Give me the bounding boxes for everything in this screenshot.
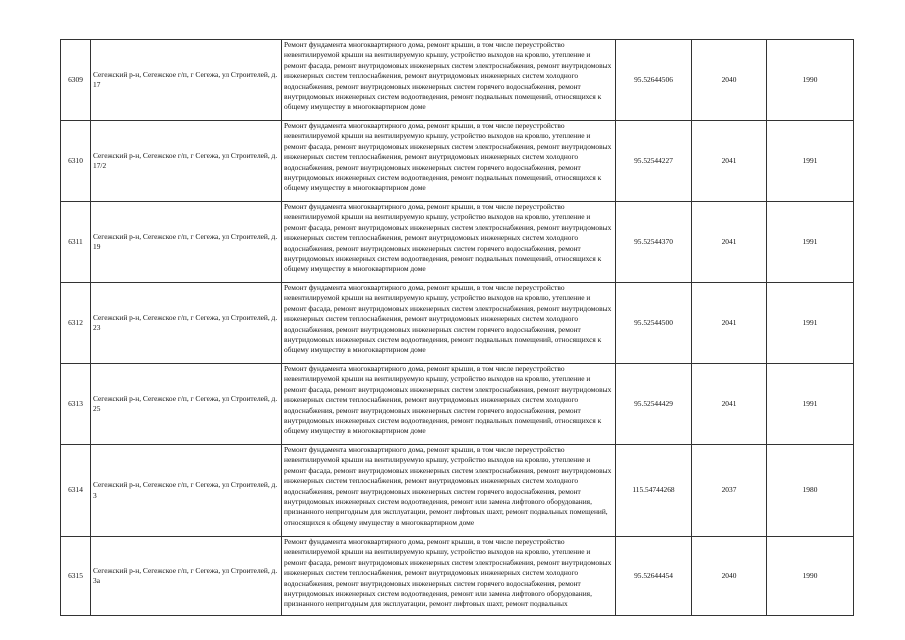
row-number: 6313 (61, 364, 91, 445)
row-address: Сегежский р-н, Сегежское г/п, г Сегежа, ул Строителей, д. 3 (91, 445, 282, 537)
row-built-year: 1991 (767, 364, 854, 445)
document-page (60, 39, 853, 616)
row-number: 6314 (61, 445, 91, 537)
row-works-text: Ремонт фундамента многоквартирного дома, ремонт крыши, в том числе переустройство невентилируемой крыши на вентилируемую крышу, устройство выходов на кровлю, утепление и ремонт фасада, ремонт внутридомовых инженерных систем электроснабжения, ремонт внутридомовых инженерных систем теплоснабжения, ремонт внутридомовых инженерных систем холодного водоснабжения, ремонт внутридомовых инженерных систем горячего водоснабжения, ремонт внутридомовых инженерных систем водоотведения, ремонт или замена лифтового оборудования, признанного непригодным для эксплуатации, ремонт лифтовых шахт, ремонт подвальных (284, 537, 612, 609)
row-planned-year: 2040 (692, 40, 767, 121)
row-area: 95.52544500 (616, 283, 692, 364)
row-planned-year: 2040 (692, 537, 767, 616)
row-address: Сегежский р-н, Сегежское г/п, г Сегежа, ул Строителей, д. 17 (91, 40, 282, 121)
row-address: Сегежский р-н, Сегежское г/п, г Сегежа, ул Строителей, д. 3а (91, 537, 282, 616)
row-works-text: Ремонт фундамента многоквартирного дома, ремонт крыши, в том числе переустройство невентилируемой крыши на вентилируемую крышу, устройство выходов на кровлю, утепление и ремонт фасада, ремонт внутридомовых инженерных систем электроснабжения, ремонт внутридомовых инженерных систем теплоснабжения, ремонт внутридомовых инженерных систем холодного водоснабжения, ремонт внутридомовых инженерных систем горячего водоснабжения, ремонт внутридомовых инженерных систем водоотведения, ремонт подвальных помещений, относящихся к общему имуществу в многоквартирном доме (284, 283, 612, 355)
row-number: 6309 (61, 40, 91, 121)
row-area: 95.52544370 (616, 202, 692, 283)
table-row (61, 40, 854, 121)
row-works-text: Ремонт фундамента многоквартирного дома, ремонт крыши, в том числе переустройство невентилируемой крыши на вентилируемую крышу, устройство выходов на кровлю, утепление и ремонт фасада, ремонт внутридомовых инженерных систем электроснабжения, ремонт внутридомовых инженерных систем теплоснабжения, ремонт внутридомовых инженерных систем холодного водоснабжения, ремонт внутридомовых инженерных систем горячего водоснабжения, ремонт внутридомовых инженерных систем водоотведения, ремонт или замена лифтового оборудования, признанного непригодным для эксплуатации, ремонт лифтовых шахт, ремонт подвальных помещений, относящихся к общему имуществу в многоквартирном доме (284, 445, 612, 527)
row-area: 95.52544227 (616, 121, 692, 202)
row-works (282, 283, 616, 364)
row-works-text: Ремонт фундамента многоквартирного дома, ремонт крыши, в том числе переустройство невентилируемой крыши на вентилируемую крышу, устройство выходов на кровлю, утепление и ремонт фасада, ремонт внутридомовых инженерных систем электроснабжения, ремонт внутридомовых инженерных систем теплоснабжения, ремонт внутридомовых инженерных систем холодного водоснабжения, ремонт внутридомовых инженерных систем горячего водоснабжения, ремонт внутридомовых инженерных систем водоотведения, ремонт подвальных помещений, относящихся к общему имуществу в многоквартирном доме (284, 364, 612, 436)
row-address: Сегежский р-н, Сегежское г/п, г Сегежа, ул Строителей, д. 25 (91, 364, 282, 445)
row-planned-year: 2041 (692, 121, 767, 202)
row-area: 115.54744268 (616, 445, 692, 537)
row-number: 6310 (61, 121, 91, 202)
table-row (61, 537, 854, 616)
row-works (282, 121, 616, 202)
row-works (282, 537, 616, 616)
table-row (61, 283, 854, 364)
row-built-year: 1990 (767, 40, 854, 121)
row-works (282, 40, 616, 121)
row-works (282, 364, 616, 445)
row-number: 6311 (61, 202, 91, 283)
row-works-text: Ремонт фундамента многоквартирного дома, ремонт крыши, в том числе переустройство невентилируемой крыши на вентилируемую крышу, устройство выходов на кровлю, утепление и ремонт фасада, ремонт внутридомовых инженерных систем электроснабжения, ремонт внутридомовых инженерных систем теплоснабжения, ремонт внутридомовых инженерных систем холодного водоснабжения, ремонт внутридомовых инженерных систем горячего водоснабжения, ремонт внутридомовых инженерных систем водоотведения, ремонт подвальных помещений, относящихся к общему имуществу в многоквартирном доме (284, 40, 612, 112)
row-address: Сегежский р-н, Сегежское г/п, г Сегежа, ул Строителей, д. 17/2 (91, 121, 282, 202)
row-works-text: Ремонт фундамента многоквартирного дома, ремонт крыши, в том числе переустройство невентилируемой крыши на вентилируемую крышу, устройство выходов на кровлю, утепление и ремонт фасада, ремонт внутридомовых инженерных систем электроснабжения, ремонт внутридомовых инженерных систем теплоснабжения, ремонт внутридомовых инженерных систем холодного водоснабжения, ремонт внутридомовых инженерных систем горячего водоснабжения, ремонт внутридомовых инженерных систем водоотведения, ремонт подвальных помещений, относящихся к общему имуществу в многоквартирном доме (284, 202, 612, 274)
table-row (61, 202, 854, 283)
row-planned-year: 2041 (692, 283, 767, 364)
row-area: 95.52644454 (616, 537, 692, 616)
row-works (282, 445, 616, 537)
row-built-year: 1991 (767, 283, 854, 364)
row-built-year: 1991 (767, 202, 854, 283)
row-planned-year: 2041 (692, 364, 767, 445)
table-row (61, 364, 854, 445)
row-built-year: 1991 (767, 121, 854, 202)
row-area: 95.52644506 (616, 40, 692, 121)
row-built-year: 1990 (767, 537, 854, 616)
row-address: Сегежский р-н, Сегежское г/п, г Сегежа, ул Строителей, д. 23 (91, 283, 282, 364)
row-area: 95.52544429 (616, 364, 692, 445)
capital-repair-table (60, 39, 854, 616)
row-number: 6315 (61, 537, 91, 616)
table-row (61, 121, 854, 202)
row-planned-year: 2037 (692, 445, 767, 537)
row-planned-year: 2041 (692, 202, 767, 283)
row-number: 6312 (61, 283, 91, 364)
row-works-text: Ремонт фундамента многоквартирного дома, ремонт крыши, в том числе переустройство невентилируемой крыши на вентилируемую крышу, устройство выходов на кровлю, утепление и ремонт фасада, ремонт внутридомовых инженерных систем электроснабжения, ремонт внутридомовых инженерных систем теплоснабжения, ремонт внутридомовых инженерных систем холодного водоснабжения, ремонт внутридомовых инженерных систем горячего водоснабжения, ремонт внутридомовых инженерных систем водоотведения, ремонт подвальных помещений, относящихся к общему имуществу в многоквартирном доме (284, 121, 612, 193)
row-works (282, 202, 616, 283)
row-built-year: 1980 (767, 445, 854, 537)
table-row (61, 445, 854, 537)
row-address: Сегежский р-н, Сегежское г/п, г Сегежа, ул Строителей, д. 19 (91, 202, 282, 283)
